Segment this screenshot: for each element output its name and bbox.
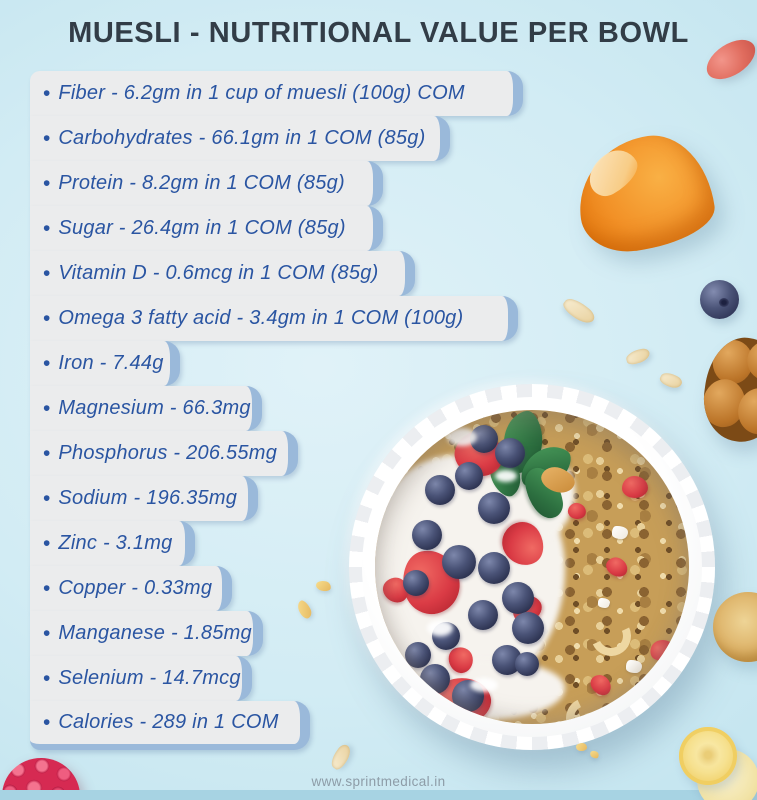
blueberry-icon <box>478 492 510 524</box>
list-item <box>30 521 195 566</box>
list-item <box>30 71 523 116</box>
bullet-icon: • <box>43 217 51 240</box>
bullet-icon: • <box>43 622 51 645</box>
bullet-icon: • <box>43 127 51 150</box>
nutrient-text: Omega 3 fatty acid - 3.4gm in 1 COM (100g) <box>58 307 464 329</box>
blueberry-icon <box>442 545 476 579</box>
blueberry-icon <box>403 570 429 596</box>
blueberry-icon <box>468 600 498 630</box>
blueberry-icon <box>412 520 442 550</box>
blueberry-icon <box>420 664 450 694</box>
blueberry-icon <box>700 280 739 319</box>
coconut-chip <box>598 598 610 608</box>
bullet-icon: • <box>43 577 51 600</box>
yogurt-drip <box>447 428 477 446</box>
almond-flake-icon <box>625 347 652 366</box>
list-item <box>30 161 383 206</box>
list-item <box>30 701 310 750</box>
bullet-icon: • <box>43 667 51 690</box>
nutrient-text: Copper - 0.33mg <box>58 577 213 599</box>
blueberry-icon <box>512 612 544 644</box>
nutrient-text: Iron - 7.44g <box>58 352 164 374</box>
nutrient-text: Calories - 289 in 1 COM <box>58 711 279 733</box>
bullet-icon: • <box>43 442 51 465</box>
muesli-bowl-photo <box>349 384 715 750</box>
bullet-icon: • <box>43 397 51 420</box>
strawberry-piece <box>603 554 631 581</box>
orange-segment-icon <box>571 128 719 258</box>
bullet-icon: • <box>43 532 51 555</box>
yogurt-drip <box>495 470 517 482</box>
list-item <box>30 116 450 161</box>
list-item <box>30 206 383 251</box>
nutrient-text: Fiber - 6.2gm in 1 cup of muesli (100g) COM <box>58 82 465 104</box>
list-item <box>30 386 262 431</box>
nutrient-text: Sodium - 196.35mg <box>58 487 238 509</box>
list-item <box>30 611 263 656</box>
strawberry-piece <box>567 502 588 521</box>
list-item <box>30 251 415 296</box>
watermark: www.sprintmedical.in <box>311 774 446 789</box>
oat-flake-icon <box>576 743 587 751</box>
nutrient-text: Sugar - 26.4gm in 1 COM (85g) <box>58 217 346 239</box>
nutrient-text: Vitamin D - 0.6mcg in 1 COM (85g) <box>58 262 379 284</box>
cashew-icon <box>560 692 611 724</box>
blueberry-icon <box>405 642 431 668</box>
list-item <box>30 476 258 521</box>
nutrient-text: Phosphorus - 206.55mg <box>58 442 278 464</box>
nutrient-text: Carbohydrates - 66.1gm in 1 COM (85g) <box>58 127 426 149</box>
bullet-icon: • <box>43 711 51 734</box>
list-item <box>30 656 252 701</box>
yogurt-drip <box>427 620 453 636</box>
nutrient-text: Zinc - 3.1mg <box>58 532 173 554</box>
bullet-icon: • <box>43 82 51 105</box>
banana-chip-icon <box>713 592 757 662</box>
bullet-icon: • <box>43 307 51 330</box>
coconut-chip <box>612 526 628 539</box>
list-item <box>30 296 518 341</box>
nutrient-text: Protein - 8.2gm in 1 COM (85g) <box>58 172 345 194</box>
bullet-icon: • <box>43 352 51 375</box>
nutrient-text: Magnesium - 66.3mg <box>58 397 251 419</box>
blueberry-icon <box>502 582 534 614</box>
strawberry-piece <box>622 476 648 498</box>
bullet-icon: • <box>43 172 51 195</box>
list-item <box>30 341 180 386</box>
yogurt-drip <box>470 678 498 692</box>
bowl-contents <box>375 410 689 724</box>
page-title: MUESLI - NUTRITIONAL VALUE PER BOWL <box>68 17 689 49</box>
blueberry-icon <box>495 438 525 468</box>
list-item <box>30 431 298 476</box>
nutrient-text: Manganese - 1.85mg <box>58 622 252 644</box>
blueberry-icon <box>515 652 539 676</box>
banana-slice-icon <box>679 727 737 785</box>
list-item <box>30 566 232 611</box>
bullet-icon: • <box>43 487 51 510</box>
blueberry-icon <box>478 552 510 584</box>
bullet-icon: • <box>43 262 51 285</box>
oat-flake-icon <box>589 749 600 760</box>
blueberry-icon <box>455 462 483 490</box>
almond-flake-icon <box>561 294 598 328</box>
strawberry-piece <box>587 671 615 699</box>
bottom-strip <box>0 790 757 800</box>
cashew-icon <box>585 610 636 661</box>
blueberry-icon <box>425 475 455 505</box>
nutrient-text: Selenium - 14.7mcg <box>58 667 241 689</box>
coconut-chip <box>626 660 642 673</box>
